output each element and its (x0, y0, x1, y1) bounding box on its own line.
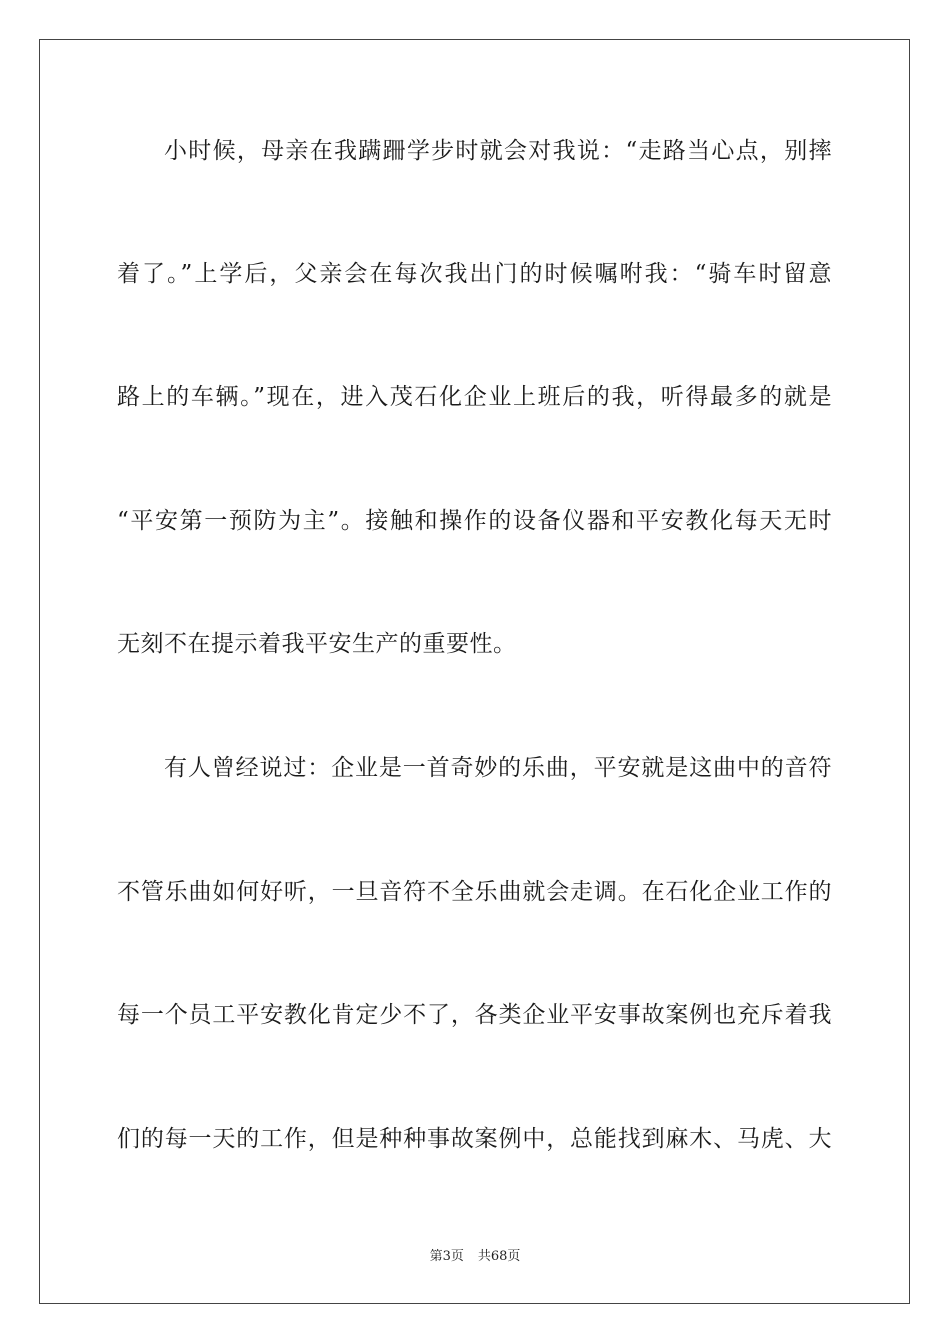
page-border (39, 39, 910, 1304)
paragraph-2-line-2: 不管乐曲如何好听，一旦音符不全乐曲就会走调。在石化企业工作的 (117, 879, 832, 905)
page-footer (0, 1249, 950, 1265)
paragraph-1-line-3: 路上的车辆。”现在，进入茂石化企业上班后的我，听得最多的就是 (117, 384, 832, 410)
paragraph-2-line-4: 们的每一天的工作，但是种种事故案例中，总能找到麻木、马虎、大 (117, 1126, 832, 1152)
paragraph-1-line-4: “平安第一预防为主”。接触和操作的设备仪器和平安教化每天无时 (117, 508, 832, 534)
paragraph-1-line-2: 着了。”上学后，父亲会在每次我出门的时候嘱咐我：“骑车时留意 (117, 261, 832, 287)
paragraph-1-line-5: 无刻不在提示着我平安生产的重要性。 (117, 631, 517, 657)
paragraph-1-line-1: 小时候，母亲在我蹒跚学步时就会对我说：“走路当心点，别摔 (164, 138, 832, 164)
total-pages: 共68页 (477, 1249, 521, 1264)
paragraph-2-line-3: 每一个员工平安教化肯定少不了，各类企业平安事故案例也充斥着我 (117, 1002, 832, 1028)
page-number: 第3页 (429, 1249, 464, 1264)
paragraph-2-line-1: 有人曾经说过：企业是一首奇妙的乐曲，平安就是这曲中的音符 (164, 755, 832, 781)
